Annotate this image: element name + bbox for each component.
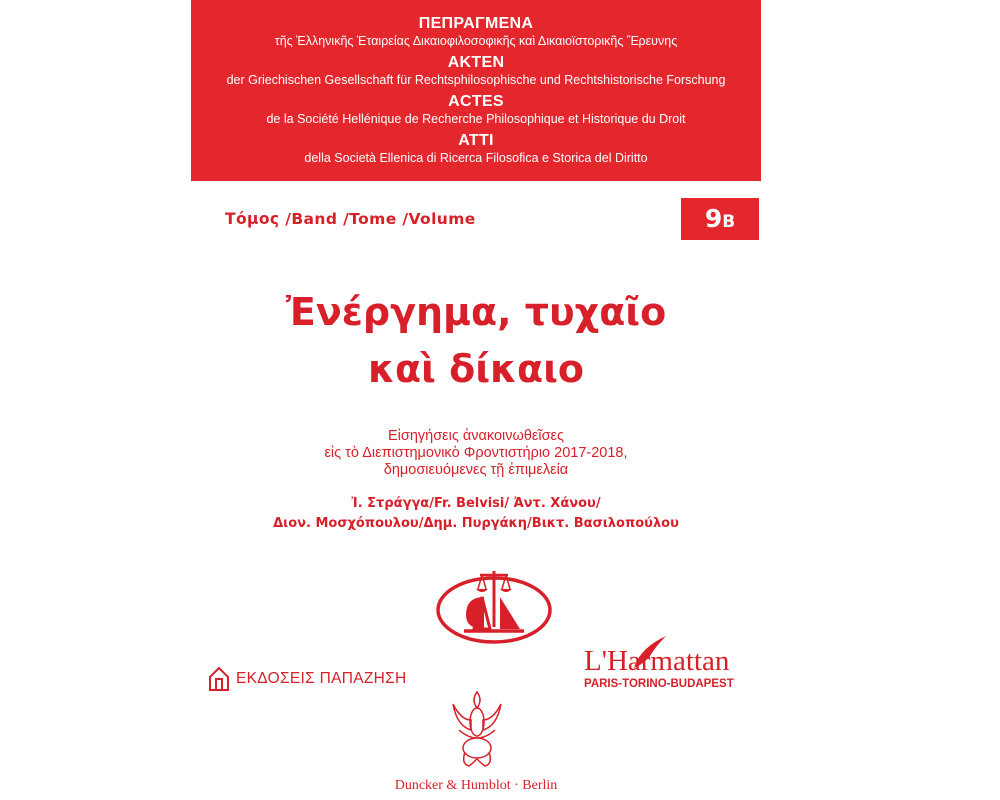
editors-line-2: Διον. Μοσχόπουλου/Δημ. Πυργάκη/Βικτ. Βασιλοπούλου xyxy=(273,516,679,531)
header-subtitle-greek: τῆς Ἑλληνικῆς Ἑταιρείας Δικαιοφιλοσοφικῆς καὶ Δικαιοϊστορικῆς Ἔρευνης xyxy=(274,34,678,48)
quill-icon xyxy=(630,634,670,670)
papazisi-name: ΕΚΔΟΣΕΙΣ ΠΑΠΑΖΗΣΗ xyxy=(236,670,407,687)
book-title-line-2: καὶ δίκαιο xyxy=(367,347,585,391)
header-block-italian xyxy=(191,131,761,167)
book-title-line-1: Ἐνέργημα, τυχαῖο xyxy=(285,290,667,334)
subtitle-line-3: δημοσιευόμενες τῇ ἐπιμελεία xyxy=(383,462,569,478)
subtitle-line-1: Εἰσηγήσεις ἀνακοινωθεῖσες xyxy=(388,428,564,444)
header-block-french xyxy=(191,92,761,128)
duncker-humblot-eagle-icon xyxy=(447,686,507,770)
header-subtitle-german: der Griechischen Gesellschaft für Rechtsphilosophische und Rechtshistorische Forschung xyxy=(226,73,726,87)
duncker-humblot-name: Duncker & Humblot · Berlin xyxy=(394,778,558,793)
harmattan-publisher-logo xyxy=(584,646,754,690)
harmattan-name: L'Harmattan xyxy=(584,645,730,677)
papazisi-publisher-logo xyxy=(208,664,406,694)
header-subtitle-italian: della Società Ellenica di Ricerca Filosofica e Storica del Diritto xyxy=(304,151,648,165)
header-title-greek: ΠΕΠΡΑΓΜΕΝΑ xyxy=(418,15,534,32)
header-title-german: AKTEN xyxy=(447,54,505,71)
volume-number: 9 xyxy=(704,204,723,233)
header-band xyxy=(191,0,761,181)
harmattan-cities: PARIS-TORINO-BUDAPEST xyxy=(584,678,734,690)
society-scales-logo-icon xyxy=(434,567,554,645)
editors-line-1: Ἰ. Στράγγα/Fr. Belvisi/ Ἀντ. Χάνου/ xyxy=(351,496,601,511)
header-block-greek xyxy=(191,14,761,50)
book-cover xyxy=(191,0,761,800)
volume-suffix: B xyxy=(722,212,736,232)
subtitle-line-2: εἰς τὸ Διεπιστημονικὸ Φροντιστήριο 2017-2018, xyxy=(324,445,628,461)
book-title xyxy=(191,284,761,398)
header-subtitle-french: de la Société Hellénique de Recherche Philosophique et Historique du Droit xyxy=(266,112,686,126)
book-subtitle xyxy=(191,428,761,479)
header-title-italian: ATTI xyxy=(458,132,494,149)
editors xyxy=(191,494,761,534)
volume-number-badge xyxy=(681,198,759,240)
volume-label: Τόμος /Band /Tome /Volume xyxy=(225,210,476,228)
header-title-french: ACTES xyxy=(448,93,504,110)
house-icon xyxy=(208,666,230,692)
header-block-german xyxy=(191,53,761,89)
